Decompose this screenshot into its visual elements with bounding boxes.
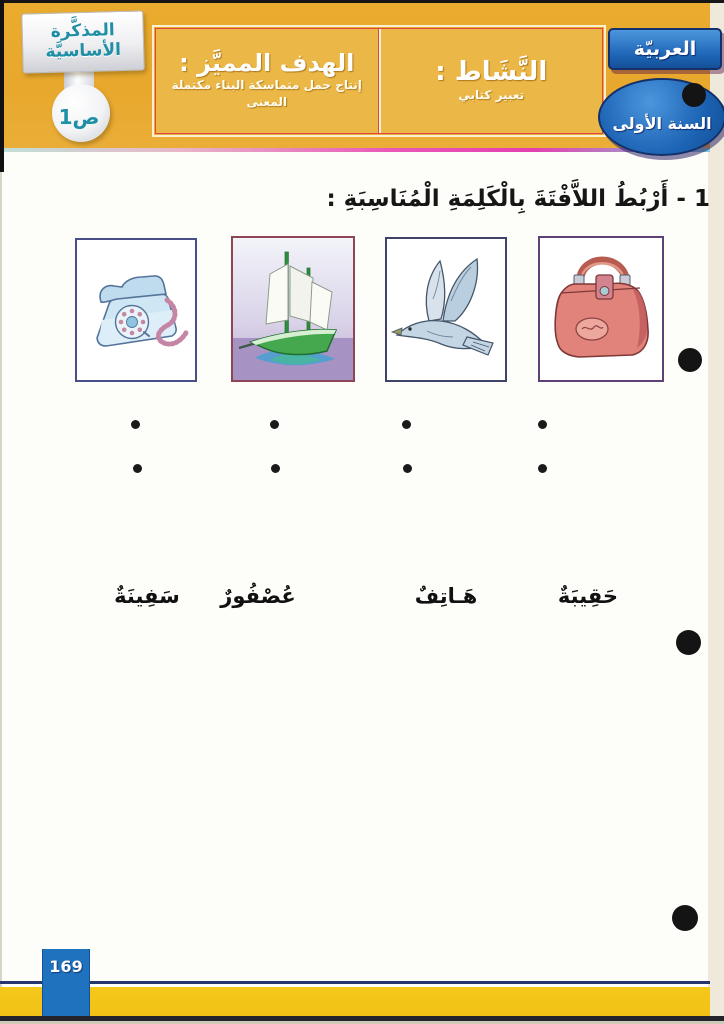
match-dot-bottom-4 xyxy=(538,464,547,473)
page-edge-left xyxy=(0,0,4,172)
bird-illustration xyxy=(387,239,505,380)
exercise-instruction: 1 - أَرْبُطُ اللاَّفْتَةَ بِالْكَلِمَةِ الْمُنَاسِبَةِ : xyxy=(326,186,710,212)
activity-subtitle: تعبير كتابي xyxy=(458,87,525,102)
grade-badge-label: السنة الأولى xyxy=(612,113,712,133)
picture-box-handbag xyxy=(538,236,664,382)
handbag-illustration xyxy=(540,238,662,380)
match-dot-top-4 xyxy=(538,420,547,429)
match-dot-bottom-1 xyxy=(133,464,142,473)
word-ship: سَفِينَةٌ xyxy=(114,584,180,608)
binding-hole-3 xyxy=(676,630,701,655)
subject-badge-label: العربيّة xyxy=(633,38,697,60)
word-bird: عُصْفُورٌ xyxy=(220,584,296,608)
page-edge-left-soft xyxy=(0,160,2,1024)
page-number: 169 xyxy=(49,957,83,976)
page-edge-top xyxy=(0,0,724,3)
objective-subtitle-line1: إنتاج جمل متماسكة البناء مكتملة xyxy=(171,77,362,92)
activity-objective-panel xyxy=(155,28,603,134)
match-dot-top-2 xyxy=(270,420,279,429)
sailboat-illustration xyxy=(233,238,353,380)
binding-hole-1 xyxy=(682,83,706,107)
footer-rule-line xyxy=(0,981,710,984)
tab-bubble xyxy=(52,84,110,142)
picture-box-sailboat xyxy=(231,236,355,382)
binding-hole-4 xyxy=(672,905,698,931)
tab-bubble-label: ص1 xyxy=(58,105,100,129)
panel-divider xyxy=(378,29,381,133)
notebook-tab-label: المذكَّرة الأساسيَّة xyxy=(45,20,122,62)
match-dot-top-3 xyxy=(402,420,411,429)
page-number-box xyxy=(42,949,90,1016)
header-separator-line xyxy=(0,148,710,152)
objective-cell xyxy=(156,29,378,133)
page-edge-right xyxy=(708,0,724,1024)
binding-hole-2 xyxy=(678,348,702,372)
word-telephone: هَـاتِفٌ xyxy=(414,584,478,608)
objective-title: الهدف المميَّز : xyxy=(179,49,355,78)
match-dot-bottom-2 xyxy=(271,464,280,473)
objective-subtitle-line2: المعنى xyxy=(246,95,287,110)
subject-badge xyxy=(608,28,722,70)
footer-band xyxy=(0,987,710,1016)
picture-box-telephone xyxy=(75,238,197,382)
picture-box-bird xyxy=(385,237,507,382)
activity-cell xyxy=(381,29,603,133)
word-bag: حَقِيبَةٌ xyxy=(557,584,619,608)
match-dot-bottom-3 xyxy=(403,464,412,473)
activity-title: النَّشَاط : xyxy=(435,57,548,87)
notebook-tab xyxy=(21,10,145,73)
match-dot-top-1 xyxy=(131,420,140,429)
telephone-illustration xyxy=(77,240,195,380)
